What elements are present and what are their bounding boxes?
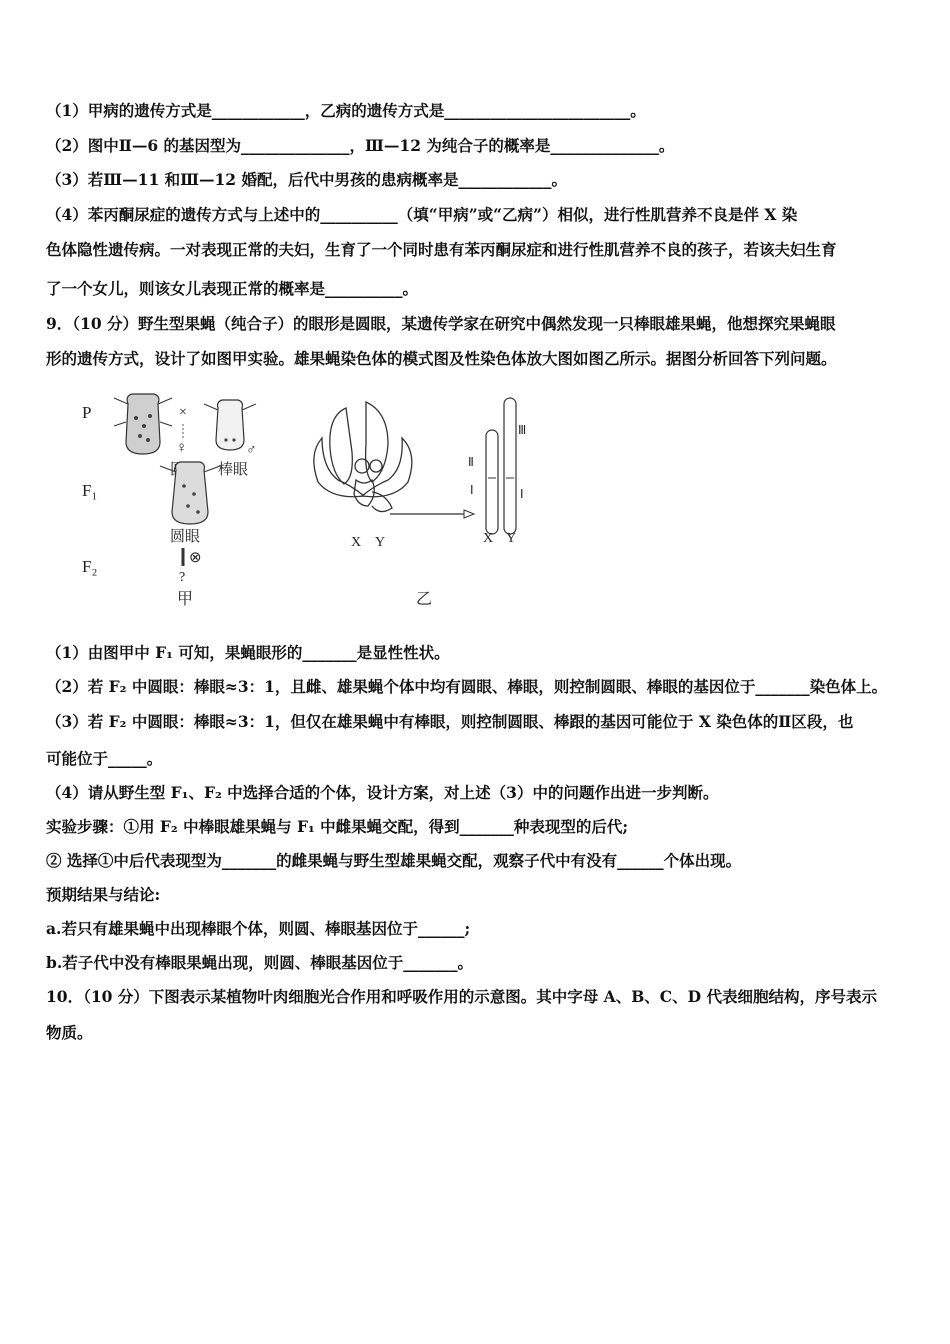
region-iii-label: Ⅲ	[518, 423, 527, 437]
question-8-part4: （4）苯丙酮尿症的遗传方式与上述中的__________（填“甲病”或“乙病”）相似，进行性肌营养不良是伴 X 染	[46, 205, 798, 224]
x-chromosome-icon	[486, 430, 498, 534]
question-9-stem-cont: 形的遗传方式，设计了如图甲实验。雄果蝇染色体的模式图及性染色体放大图如图乙所示。据图分析回答下列问题。	[46, 349, 837, 368]
p-bar-eye-label: 棒眼	[218, 462, 249, 478]
gen-label-p: P	[82, 403, 92, 422]
experiment-step-1: 实验步骤：①用 F₂ 中棒眼雄果蝇与 F₁ 中雌果蝇交配，得到_______种表现型的后代;	[46, 817, 629, 836]
gen-label-f1: F₁	[82, 481, 98, 500]
region-i-y-label: Ⅰ	[520, 487, 524, 501]
f1-round-eye-label: 圆眼	[170, 529, 201, 545]
question-8-part1: （1）甲病的遗传方式是____________，乙病的遗传方式是________________________。	[46, 101, 646, 120]
question-9-stem: 9．（10 分）野生型果蝇（纯合子）的眼形是圆眼，某遗传学家在研究中偶然发现一只棒眼雄果蝇，他想探究果蝇眼	[46, 314, 836, 333]
question-8-part4-cont2: 了一个女儿，则该女儿表现正常的概率是__________。	[46, 279, 419, 298]
region-i-x-label: Ⅰ	[470, 483, 474, 497]
male-chromosome-set-icon	[314, 402, 412, 512]
figure-jia-yi	[72, 382, 552, 612]
question-9-part1: （1）由图甲中 F₁ 可知，果蝇眼形的_______是显性性状。	[46, 643, 450, 662]
y-chromosome-icon	[504, 398, 516, 534]
f1-fly-icon	[160, 462, 220, 524]
self-cross-symbol: ⊗	[189, 550, 202, 566]
female-fly-icon	[114, 394, 172, 454]
big-y-label: Y	[506, 531, 517, 546]
question-9-part2: （2）若 F₂ 中圆眼：棒眼≈3：1，且雌、雄果蝇个体中均有圆眼、棒眼，则控制圆眼、棒眼的基因位于_______染色体上。	[46, 677, 888, 696]
small-y-label: Y	[375, 535, 386, 550]
f2-question-mark: ?	[179, 570, 186, 585]
panel-jia-label: 甲	[177, 591, 194, 608]
big-x-label: X	[483, 531, 494, 546]
gen-label-f2: F₂	[82, 557, 98, 576]
question-9-part4: （4）请从野生型 F₁、F₂ 中选择合适的个体，设计方案，对上述（3）中的问题作出进一步判断。	[46, 783, 719, 802]
question-10-stem-cont: 物质。	[46, 1023, 93, 1042]
expected-results-heading: 预期结果与结论:	[46, 885, 161, 904]
question-9-part3-cont: 可能位于_____。	[46, 749, 163, 768]
question-8-part2: （2）图中Ⅱ—6 的基因型为______________，Ⅲ—12 为纯合子的概率是______________。	[46, 136, 675, 155]
region-ii-label: Ⅱ	[468, 455, 474, 469]
female-symbol: ♀	[176, 440, 188, 456]
question-9-part3: （3）若 F₂ 中圆眼：棒眼≈3：1，但仅在雄果蝇中有棒眼，则控制圆眼、棒跟的基因可能位于 X 染色体的Ⅱ区段，也	[46, 712, 854, 731]
cross-symbol: ×	[179, 405, 187, 420]
small-x-label: X	[351, 535, 362, 550]
result-a: a.若只有雄果蝇中出现棒眼个体，则圆、棒眼基因位于______;	[46, 919, 471, 938]
panel-yi-label: 乙	[416, 591, 433, 608]
question-8-part4-cont1: 色体隐性遗传病。一对表现正常的夫妇，生育了一个同时患有苯丙酮尿症和进行性肌营养不良的孩子，若该夫妇生育	[46, 240, 837, 259]
male-symbol: ♂	[246, 443, 257, 458]
result-b: b.若子代中没有棒眼果蝇出现，则圆、棒眼基因位于_______。	[46, 953, 473, 972]
experiment-step-2: ② 选择①中后代表现型为_______的雌果蝇与野生型雄果蝇交配，观察子代中有没有______个体出现。	[46, 851, 742, 870]
question-10-stem: 10．（10 分）下图表示某植物叶肉细胞光合作用和呼吸作用的示意图。其中字母 A、B、C、D 代表细胞结构，序号表示	[46, 987, 877, 1006]
question-8-part3: （3）若Ⅲ—11 和Ⅲ—12 婚配，后代中男孩的患病概率是____________。	[46, 170, 567, 189]
